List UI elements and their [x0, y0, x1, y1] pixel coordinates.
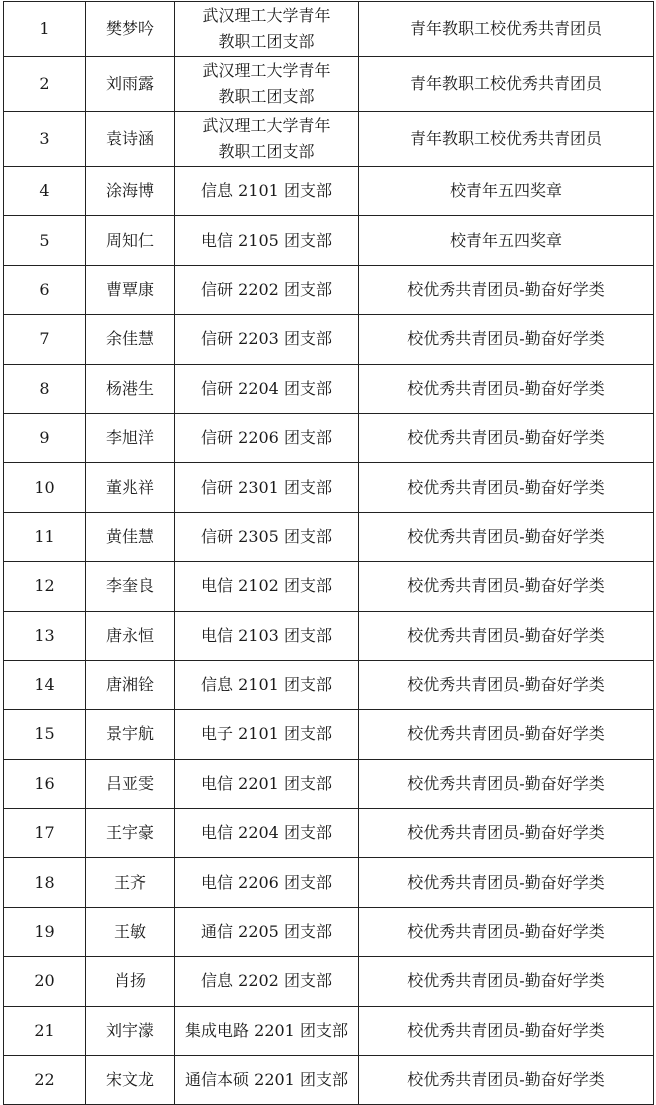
branch-name [175, 809, 359, 858]
member-name: 肖扬 [86, 957, 175, 1006]
award-title: 校优秀共青团员-勤奋好学类 [359, 611, 654, 660]
branch-name-line: 电子 2101 团支部 [201, 724, 332, 744]
member-name: 杨港生 [86, 364, 175, 413]
row-number: 2 [4, 57, 86, 112]
award-title: 校优秀共青团员-勤奋好学类 [359, 463, 654, 512]
table-row [4, 809, 654, 858]
table-row [4, 660, 654, 709]
branch-name [175, 216, 359, 265]
award-title: 校优秀共青团员-勤奋好学类 [359, 710, 654, 759]
member-name: 樊梦吟 [86, 2, 175, 57]
branch-name [175, 463, 359, 512]
table-row [4, 562, 654, 611]
branch-name [175, 364, 359, 413]
award-title: 校优秀共青团员-勤奋好学类 [359, 858, 654, 907]
branch-name [175, 611, 359, 660]
row-number: 17 [4, 809, 86, 858]
branch-name [175, 112, 359, 167]
branch-name-line: 信研 2301 团支部 [201, 477, 332, 497]
member-name: 王敏 [86, 907, 175, 956]
table-row [4, 1006, 654, 1055]
row-number: 6 [4, 265, 86, 314]
member-name: 袁诗涵 [86, 112, 175, 167]
table-row [4, 463, 654, 512]
branch-name [175, 167, 359, 216]
row-number: 12 [4, 562, 86, 611]
branch-name [175, 562, 359, 611]
award-title: 校优秀共青团员-勤奋好学类 [359, 562, 654, 611]
row-number: 1 [4, 2, 86, 57]
table-row [4, 364, 654, 413]
branch-name-line: 信研 2203 团支部 [201, 329, 332, 349]
branch-name-line: 信息 2202 团支部 [201, 971, 332, 991]
branch-name [175, 759, 359, 808]
award-title: 校优秀共青团员-勤奋好学类 [359, 759, 654, 808]
branch-name [175, 2, 359, 57]
award-title: 校优秀共青团员-勤奋好学类 [359, 660, 654, 709]
branch-name-line: 信研 2305 团支部 [201, 526, 332, 546]
award-title: 校优秀共青团员-勤奋好学类 [359, 413, 654, 462]
branch-name-line: 教职工团支部 [218, 32, 315, 51]
row-number: 5 [4, 216, 86, 265]
award-title: 青年教职工校优秀共青团员 [359, 112, 654, 167]
member-name: 涂海博 [86, 167, 175, 216]
row-number: 19 [4, 907, 86, 956]
table-row [4, 858, 654, 907]
branch-name [175, 1056, 359, 1105]
branch-name [175, 710, 359, 759]
award-title: 校优秀共青团员-勤奋好学类 [359, 809, 654, 858]
member-name: 吕亚雯 [86, 759, 175, 808]
branch-name-line: 信息 2101 团支部 [201, 181, 332, 201]
award-title: 校青年五四奖章 [359, 167, 654, 216]
branch-name-line: 电信 2204 团支部 [201, 823, 332, 843]
branch-name-line: 电信 2105 团支部 [201, 230, 332, 250]
member-name: 董兆祥 [86, 463, 175, 512]
member-name: 唐湘铨 [86, 660, 175, 709]
branch-name [175, 907, 359, 956]
branch-name-line: 电信 2102 团支部 [201, 576, 332, 596]
award-title: 青年教职工校优秀共青团员 [359, 2, 654, 57]
award-title: 校优秀共青团员-勤奋好学类 [359, 315, 654, 364]
award-title: 校优秀共青团员-勤奋好学类 [359, 265, 654, 314]
row-number: 10 [4, 463, 86, 512]
branch-name-line: 电信 2206 团支部 [201, 872, 332, 892]
table-row [4, 907, 654, 956]
branch-name-line: 通信本硕 2201 团支部 [185, 1070, 348, 1090]
branch-name-line: 信研 2204 团支部 [201, 378, 332, 398]
branch-name-line: 集成电路 2201 团支部 [185, 1020, 348, 1040]
branch-name-line: 教职工团支部 [218, 142, 315, 161]
member-name: 黄佳慧 [86, 512, 175, 561]
row-number: 8 [4, 364, 86, 413]
award-list-body [4, 2, 654, 1105]
row-number: 13 [4, 611, 86, 660]
table-row [4, 2, 654, 57]
member-name: 李旭洋 [86, 413, 175, 462]
table-row [4, 112, 654, 167]
row-number: 4 [4, 167, 86, 216]
branch-name-line: 通信 2205 团支部 [201, 922, 332, 942]
table-row [4, 57, 654, 112]
member-name: 宋文龙 [86, 1056, 175, 1105]
member-name: 景宇航 [86, 710, 175, 759]
member-name: 王宇豪 [86, 809, 175, 858]
table-row [4, 759, 654, 808]
award-title: 校优秀共青团员-勤奋好学类 [359, 1006, 654, 1055]
row-number: 18 [4, 858, 86, 907]
table-row [4, 611, 654, 660]
branch-name-line: 信研 2202 团支部 [201, 279, 332, 299]
branch-name [175, 660, 359, 709]
member-name: 唐永恒 [86, 611, 175, 660]
branch-name-line: 信息 2101 团支部 [201, 675, 332, 695]
table-row [4, 216, 654, 265]
table-row [4, 265, 654, 314]
table-row [4, 167, 654, 216]
row-number: 14 [4, 660, 86, 709]
branch-name [175, 858, 359, 907]
row-number: 9 [4, 413, 86, 462]
branch-name-line: 电信 2201 团支部 [201, 773, 332, 793]
row-number: 21 [4, 1006, 86, 1055]
row-number: 3 [4, 112, 86, 167]
row-number: 16 [4, 759, 86, 808]
branch-name [175, 1006, 359, 1055]
table-row [4, 315, 654, 364]
branch-name [175, 512, 359, 561]
row-number: 7 [4, 315, 86, 364]
member-name: 曹覃康 [86, 265, 175, 314]
row-number: 11 [4, 512, 86, 561]
award-title: 校优秀共青团员-勤奋好学类 [359, 957, 654, 1006]
table-row [4, 413, 654, 462]
table-row [4, 710, 654, 759]
award-title: 青年教职工校优秀共青团员 [359, 57, 654, 112]
branch-name-line: 武汉理工大学青年 [202, 6, 331, 25]
award-title: 校优秀共青团员-勤奋好学类 [359, 512, 654, 561]
award-title: 校优秀共青团员-勤奋好学类 [359, 907, 654, 956]
branch-name [175, 957, 359, 1006]
row-number: 20 [4, 957, 86, 1006]
branch-name-line: 武汉理工大学青年 [202, 61, 331, 80]
award-title: 校优秀共青团员-勤奋好学类 [359, 364, 654, 413]
branch-name [175, 315, 359, 364]
row-number: 22 [4, 1056, 86, 1105]
table-row [4, 512, 654, 561]
branch-name-line: 电信 2103 团支部 [201, 625, 332, 645]
member-name: 刘宇濛 [86, 1006, 175, 1055]
branch-name-line: 教职工团支部 [218, 87, 315, 106]
branch-name [175, 57, 359, 112]
branch-name-line: 武汉理工大学青年 [202, 116, 331, 135]
member-name: 周知仁 [86, 216, 175, 265]
member-name: 李奎良 [86, 562, 175, 611]
row-number: 15 [4, 710, 86, 759]
award-title: 校青年五四奖章 [359, 216, 654, 265]
branch-name-line: 信研 2206 团支部 [201, 428, 332, 448]
table-row [4, 1056, 654, 1105]
member-name: 王齐 [86, 858, 175, 907]
branch-name [175, 413, 359, 462]
table-row [4, 957, 654, 1006]
branch-name [175, 265, 359, 314]
award-list-table [3, 1, 654, 1105]
member-name: 刘雨露 [86, 57, 175, 112]
member-name: 余佳慧 [86, 315, 175, 364]
award-title: 校优秀共青团员-勤奋好学类 [359, 1056, 654, 1105]
